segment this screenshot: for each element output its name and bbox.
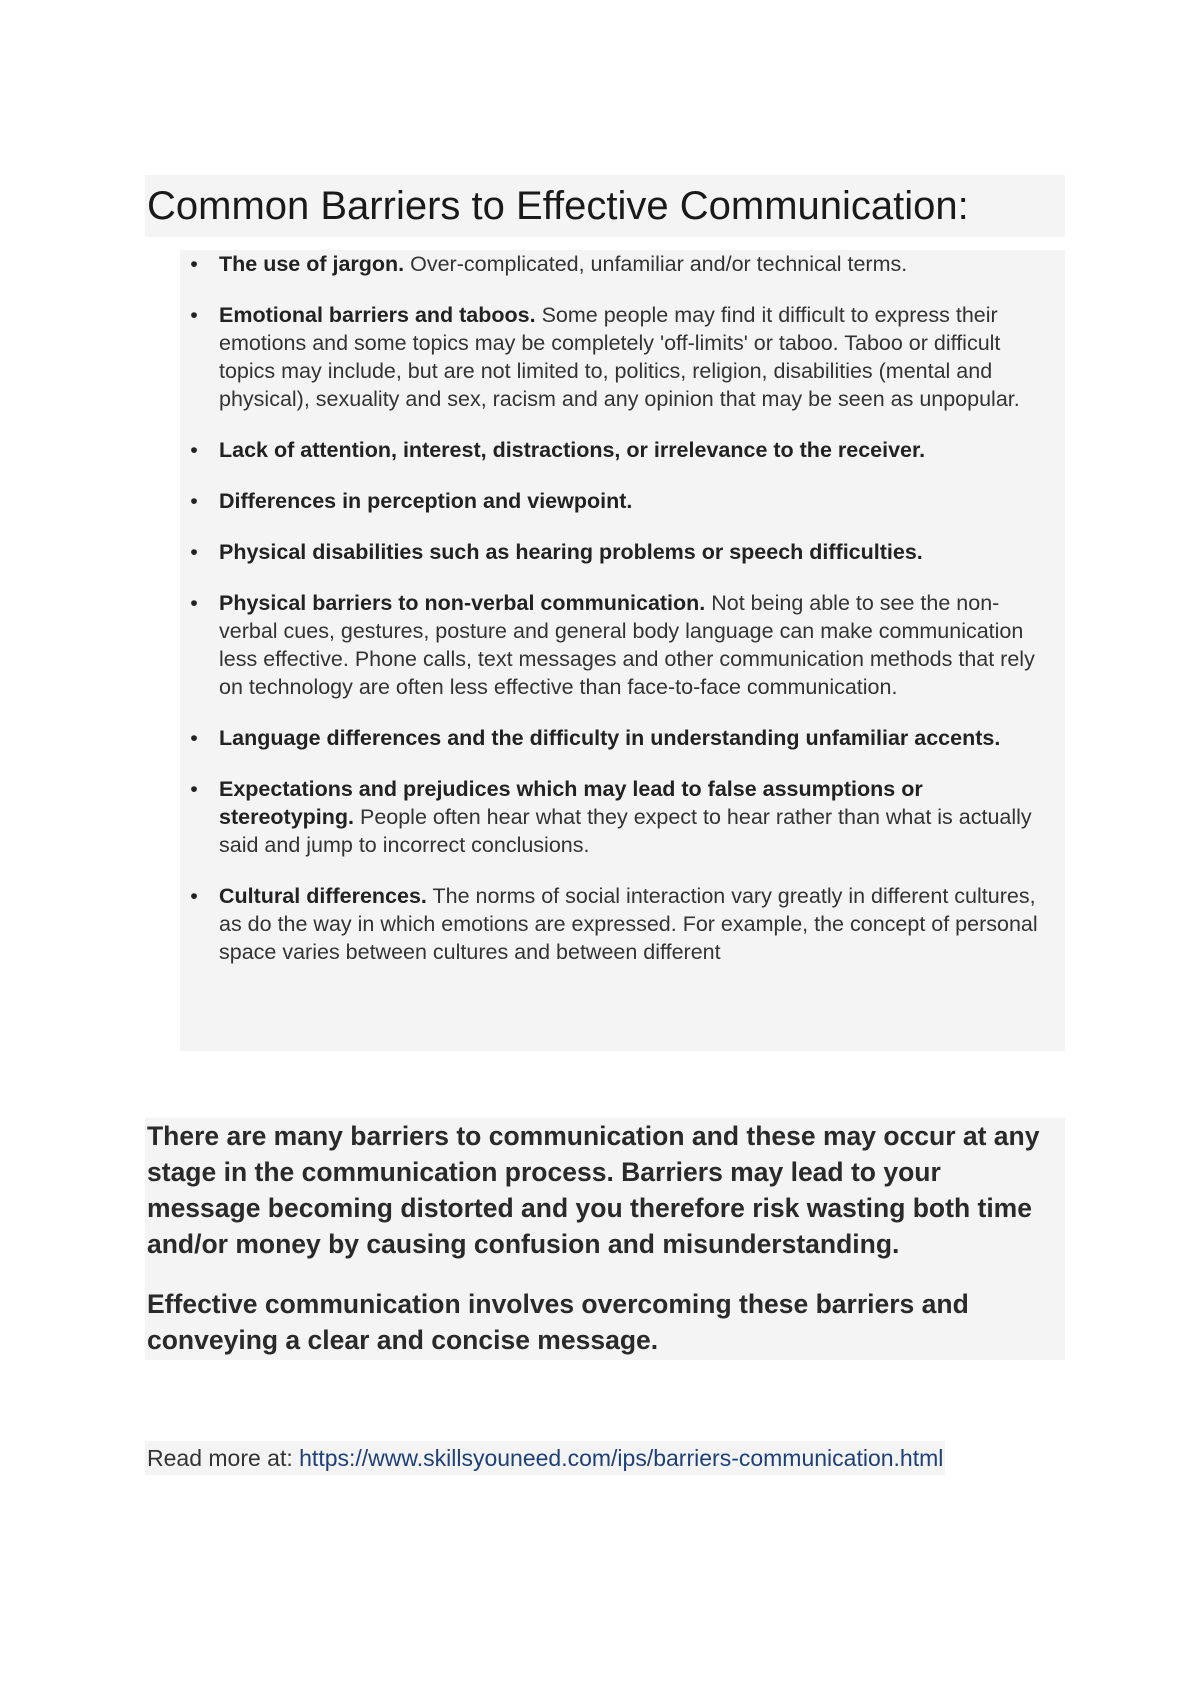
bullet-icon: • bbox=[190, 726, 198, 750]
barrier-description: People often hear what they expect to hear rather than what is actually said and jump to incorrect conclusions. bbox=[219, 805, 1032, 857]
barrier-title: Lack of attention, interest, distractions, or irrelevance to the receiver. bbox=[219, 438, 926, 462]
bullet-icon: • bbox=[190, 884, 198, 908]
barriers-list bbox=[180, 250, 1065, 966]
summary-paragraph-2: Effective communication involves overcoming these barriers and conveying a clear and concise message. bbox=[147, 1289, 969, 1355]
barrier-description: The norms of social interaction vary greatly in different cultures, as do the way in which emotions are expressed. For example, the concept of personal space varies between cultures and between different bbox=[219, 884, 1038, 964]
read-more-line bbox=[145, 1441, 945, 1475]
barrier-title: The use of jargon. bbox=[219, 252, 405, 276]
barrier-description: Some people may find it difficult to express their emotions and some topics may be completely 'off-limits' or taboo. Taboo or difficult topics may include, but are not limited to, politics, religion, disabilities (mental and physical), sexuality and sex, racism and any opinion that may be seen as unpopular. bbox=[219, 303, 1020, 411]
summary-paragraph-1: There are many barriers to communication and these may occur at any stage in the communication process. Barriers may lead to your message becoming distorted and you therefore risk wasting both time and/or money by causing confusion and misunderstanding. bbox=[147, 1121, 1040, 1259]
bullet-icon: • bbox=[190, 303, 198, 327]
list-item bbox=[180, 775, 1065, 859]
barrier-title: Expectations and prejudices which may lead to false assumptions or stereotyping. bbox=[219, 777, 923, 829]
heading-block bbox=[145, 175, 1065, 237]
barrier-description: Over-complicated, unfamiliar and/or technical terms. bbox=[404, 252, 908, 276]
barrier-title: Physical disabilities such as hearing problems or speech difficulties. bbox=[219, 540, 923, 564]
list-item bbox=[180, 487, 1065, 515]
list-item bbox=[180, 882, 1065, 966]
list-item bbox=[180, 301, 1065, 413]
bullet-icon: • bbox=[190, 591, 198, 615]
list-item bbox=[180, 589, 1065, 701]
barrier-description: Not being able to see the non-verbal cues, gestures, posture and general body language can make communication less effective. Phone calls, text messages and other communication methods that rely on technology are often less effective than face-to-face communication. bbox=[219, 591, 1035, 699]
read-more-label: Read more at: bbox=[147, 1445, 300, 1471]
bullet-icon: • bbox=[190, 438, 198, 462]
summary-block bbox=[145, 1118, 1065, 1360]
bullet-icon: • bbox=[190, 489, 198, 513]
page-title: Common Barriers to Effective Communication: bbox=[147, 184, 969, 228]
barriers-list-block bbox=[180, 250, 1065, 1051]
bullet-icon: • bbox=[190, 777, 198, 801]
list-item bbox=[180, 724, 1065, 752]
list-item bbox=[180, 436, 1065, 464]
bullet-icon: • bbox=[190, 540, 198, 564]
source-link[interactable]: https://www.skillsyouneed.com/ips/barriers-communication.html bbox=[299, 1445, 944, 1471]
list-item bbox=[180, 250, 1065, 278]
barrier-title: Differences in perception and viewpoint. bbox=[219, 489, 633, 513]
list-item bbox=[180, 538, 1065, 566]
barrier-title: Language differences and the difficulty in understanding unfamiliar accents. bbox=[219, 726, 1001, 750]
barrier-title: Cultural differences. bbox=[219, 884, 427, 908]
barrier-title: Physical barriers to non-verbal communication. bbox=[219, 591, 706, 615]
barrier-title: Emotional barriers and taboos. bbox=[219, 303, 536, 327]
bullet-icon: • bbox=[190, 252, 198, 276]
